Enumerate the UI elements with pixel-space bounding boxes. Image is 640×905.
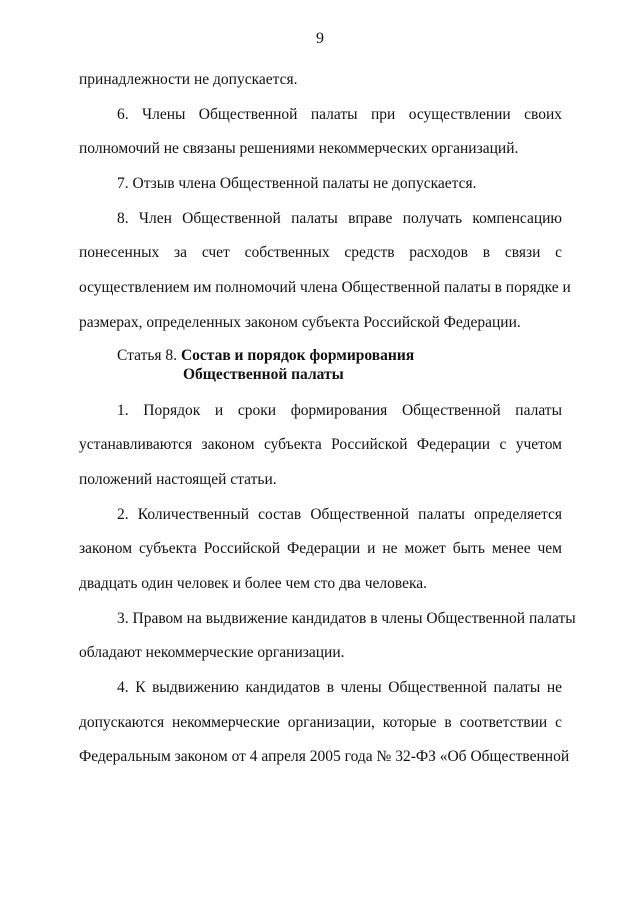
text-line: законом субъекта Российской Федерации и не может быть менее чем xyxy=(79,540,562,557)
text-line: 6. Члены Общественной палаты при осуществлении своих xyxy=(117,106,562,123)
text-line: обладают некоммерческие организации. xyxy=(79,644,345,661)
text-line: размерах, определенных законом субъекта Российской Федерации. xyxy=(79,314,521,331)
article-label: Статья 8. xyxy=(117,347,178,364)
text-line: полномочий не связаны решениями некоммерческих организаций. xyxy=(79,140,519,157)
article-title-line1: Состав и порядок формирования xyxy=(180,347,415,364)
text-line: принадлежности не допускается. xyxy=(79,71,298,88)
article-heading xyxy=(117,347,414,365)
text-line: положений настоящей статьи. xyxy=(79,471,277,488)
text-line: 3. Правом на выдвижение кандидатов в члены Общественной палаты xyxy=(117,610,576,627)
text-line: понесенных за счет собственных средств расходов в связи с xyxy=(79,244,562,261)
article-title-line2: Общественной палаты xyxy=(183,366,344,383)
text-line: устанавливаются законом субъекта Российской Федерации с учетом xyxy=(79,436,562,453)
text-line: 1. Порядок и сроки формирования Общественной палаты xyxy=(117,402,562,419)
text-line: осуществлением им полномочий члена Общественной палаты в порядке и xyxy=(79,279,571,296)
text-line: допускаются некоммерческие организации, которые в соответствии с xyxy=(79,714,562,731)
text-line: Федеральным законом от 4 апреля 2005 года № 32-ФЗ «Об Общественной xyxy=(79,748,570,765)
text-line: 2. Количественный состав Общественной палаты определяется xyxy=(117,506,562,523)
text-line: 8. Член Общественной палаты вправе получать компенсацию xyxy=(117,210,562,227)
text-line: 4. К выдвижению кандидатов в члены Общественной палаты не xyxy=(117,679,562,696)
page-number: 9 xyxy=(316,30,324,47)
text-line: 7. Отзыв члена Общественной палаты не допускается. xyxy=(117,175,477,192)
text-line: двадцать один человек и более чем сто два человека. xyxy=(79,575,428,592)
